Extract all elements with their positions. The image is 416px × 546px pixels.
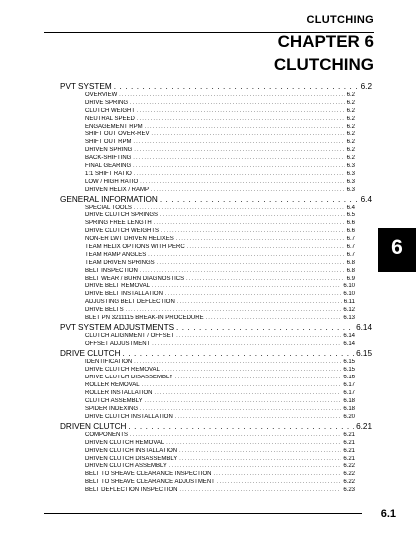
toc-entry-label: DRIVE CLUTCH SPRINGS <box>85 212 159 219</box>
toc-section[interactable] <box>60 82 372 92</box>
toc-entry[interactable] <box>85 333 355 341</box>
leader-dots <box>119 92 344 100</box>
toc-entry[interactable] <box>85 487 355 495</box>
toc-entry[interactable] <box>85 359 355 367</box>
toc-section-title: PVT SYSTEM ADJUSTMENTS <box>60 322 175 332</box>
toc-entry[interactable] <box>85 382 355 390</box>
toc-entry-page: 6.21 <box>343 439 355 446</box>
toc-entry[interactable] <box>85 124 355 132</box>
toc-entry-label: BACK-SHIFTING <box>85 155 132 162</box>
toc-entry-page: 6.3 <box>346 178 355 185</box>
toc-entry-label: DRIVEN CLUTCH ASSEMBLY <box>85 463 167 470</box>
toc-entry-label: BELT TO SHEAVE CLEARANCE INSPECTION <box>85 471 212 478</box>
page-number: 6.1 <box>380 508 396 520</box>
toc-entry[interactable] <box>85 147 355 155</box>
toc-entry-label: DRIVE BELTS <box>85 307 124 314</box>
toc-entry-label: ENGAGEMENT RPM <box>85 123 143 130</box>
toc-entry-label: SPIDER INDEXING <box>85 406 139 413</box>
toc-entry-page: 6.17 <box>343 390 355 397</box>
toc-entry[interactable] <box>85 163 355 171</box>
toc-entry-page: 6.22 <box>343 479 355 486</box>
toc-entry-label: NON-ER LWT DRIVEN HELIXES <box>85 236 174 243</box>
toc-entry-page: 6.3 <box>346 170 355 177</box>
toc-entry-page: 6.12 <box>343 307 355 314</box>
toc-section-title: GENERAL INFORMATION <box>60 194 158 204</box>
toc-entry-label: CLUTCH ALIGNMENT / OFFSET <box>85 332 175 339</box>
toc-entry[interactable] <box>85 367 355 375</box>
toc-entry-label: TEAM RAMP ANGLES <box>85 251 147 258</box>
toc-entry[interactable] <box>85 471 355 479</box>
toc-entry-label: DRIVE BELT INSTALLATION <box>85 291 163 298</box>
leader-dots <box>151 131 344 139</box>
toc-entry-label: ADJUSTING BELT DEFLECTION <box>85 299 175 306</box>
toc-entry-label: OFFSET ADJUSTMENT <box>85 340 151 347</box>
toc-entry[interactable] <box>85 291 355 299</box>
leader-dots <box>134 171 345 179</box>
leader-dots <box>176 236 345 244</box>
toc-entry-page: 6.4 <box>346 204 355 211</box>
toc-entry[interactable] <box>85 228 355 236</box>
leader-dots <box>179 456 341 464</box>
toc-entry-label: BELT WEAR / BURN DIAGNOSTICS <box>85 275 185 282</box>
toc-entry-label: ROLLER REMOVAL <box>85 382 140 389</box>
toc-entry[interactable] <box>85 252 355 260</box>
leader-dots <box>154 220 345 228</box>
chapter-title: CLUTCHING <box>273 55 374 74</box>
toc-entry-page: 6.7 <box>346 244 355 251</box>
toc-entry[interactable] <box>85 212 355 220</box>
toc-entry[interactable] <box>85 139 355 147</box>
leader-dots <box>152 341 341 349</box>
toc-entry-page: 6.6 <box>346 228 355 235</box>
toc-entry[interactable] <box>85 116 355 124</box>
toc-entry-page: 6.18 <box>343 398 355 405</box>
toc-section-page: 6.15 <box>356 348 372 358</box>
leader-dots <box>151 187 345 195</box>
toc-entry-page: 6.16 <box>343 374 355 381</box>
toc-entry[interactable] <box>85 463 355 471</box>
leader-dots <box>176 323 354 333</box>
toc-entry-page: 6.10 <box>343 291 355 298</box>
toc-entry-page: 6.10 <box>343 283 355 290</box>
toc-entry-page: 6.15 <box>343 366 355 373</box>
toc-entry-label: DRIVE CLUTCH WEIGHTS <box>85 228 160 235</box>
toc-entry[interactable] <box>85 406 355 414</box>
leader-dots <box>123 349 355 359</box>
toc-entry[interactable] <box>85 187 355 195</box>
toc-entry-label: 1:1 SHIFT RATIO <box>85 170 132 177</box>
toc-entry-page: 6.2 <box>346 155 355 162</box>
toc-section-title: PVT SYSTEM <box>60 82 112 91</box>
leader-dots <box>140 268 345 276</box>
toc-entry-label: DRIVEN CLUTCH DISASSEMBLY <box>85 455 178 462</box>
leader-dots <box>130 100 345 108</box>
toc-entry-label: DRIVE CLUTCH REMOVAL <box>85 366 160 373</box>
toc-entry-label: SHIFT OUT OVER-REV <box>85 131 150 138</box>
toc-entry[interactable] <box>85 155 355 163</box>
leader-dots <box>166 440 341 448</box>
leader-dots <box>186 276 345 284</box>
leader-dots <box>134 359 341 367</box>
leader-dots <box>187 244 345 252</box>
leader-dots <box>165 291 341 299</box>
toc-entry[interactable] <box>85 283 355 291</box>
leader-dots <box>169 463 341 471</box>
leader-dots <box>130 432 341 440</box>
toc-entry[interactable] <box>85 307 355 315</box>
toc-entry-label: COMPONENTS <box>85 431 129 438</box>
leader-dots <box>148 252 344 260</box>
toc-entry[interactable] <box>85 341 355 349</box>
toc-entry-label: BELT DEFLECTION INSPECTION <box>85 487 178 494</box>
leader-dots <box>157 260 345 268</box>
toc-entry-page: 6.21 <box>343 455 355 462</box>
leader-dots <box>161 228 345 236</box>
toc-entry-page: 6.23 <box>343 487 355 494</box>
toc-entry-page: 6.2 <box>346 92 355 98</box>
leader-dots <box>142 382 342 390</box>
leader-dots <box>162 367 341 375</box>
toc-entry-page: 6.5 <box>346 212 355 219</box>
toc-entry[interactable] <box>85 479 355 487</box>
leader-dots <box>179 448 341 456</box>
toc-entry[interactable] <box>85 448 355 456</box>
toc-entry[interactable] <box>85 220 355 228</box>
toc-entry-page: 6.7 <box>346 251 355 258</box>
toc-section-title: DRIVE CLUTCH <box>60 348 121 358</box>
toc-entry-label: DRIVEN SPRING <box>85 147 133 154</box>
toc-entry-label: ROLLER INSTALLATION <box>85 390 153 397</box>
toc-entry[interactable] <box>85 276 355 284</box>
toc-entry[interactable] <box>85 456 355 464</box>
leader-dots <box>134 205 345 213</box>
leader-dots <box>160 195 359 205</box>
leader-dots <box>145 398 342 406</box>
leader-dots <box>137 116 345 124</box>
toc-entry-label: IDENTIFICATION <box>85 358 133 365</box>
toc-entry[interactable] <box>85 171 355 179</box>
toc-entry-page: 6.2 <box>346 107 355 114</box>
leader-dots <box>133 155 344 163</box>
toc-entry-label: DRIVE CLUTCH INSTALLATION <box>85 413 173 420</box>
toc-entry-label: BELT INSPECTION <box>85 267 138 274</box>
toc-entry-page: 6.9 <box>346 275 355 282</box>
toc-entry-page: 6.21 <box>343 431 355 438</box>
toc-section-page: 6.21 <box>356 421 372 431</box>
toc-entry-label: CLUTCH ASSEMBLY <box>85 398 143 405</box>
toc-entry[interactable] <box>85 414 355 422</box>
leader-dots <box>176 333 341 341</box>
leader-dots <box>126 307 342 315</box>
leader-dots <box>217 479 342 487</box>
toc-entry[interactable] <box>85 131 355 139</box>
leader-dots <box>175 375 341 383</box>
toc-entry-page: 6.3 <box>346 163 355 169</box>
toc-entry-page: 6.21 <box>343 447 355 454</box>
leader-dots <box>145 124 345 132</box>
leader-dots <box>154 390 341 398</box>
running-header-title: CLUTCHING <box>306 14 374 26</box>
toc-entry-page: 6.2 <box>346 123 355 130</box>
footer-rule <box>44 513 362 514</box>
toc-entry[interactable] <box>85 440 355 448</box>
toc-entry-label: BELT TO SHEAVE CLEARANCE ADJUSTMENT <box>85 479 215 486</box>
toc-entry-label: DRIVE BELT REMOVAL <box>85 283 151 290</box>
leader-dots <box>177 299 342 307</box>
toc-entry-label: SPRING FREE LENGTH <box>85 220 152 227</box>
toc-entry-page: 6.22 <box>343 471 355 478</box>
toc-entry-page: 6.22 <box>343 463 355 470</box>
toc-entry-page: 6.2 <box>346 139 355 146</box>
toc-entry-page: 6.7 <box>346 236 355 243</box>
toc-entry-label: DRIVEN CLUTCH REMOVAL <box>85 439 165 446</box>
toc-entry[interactable] <box>85 100 355 108</box>
leader-dots <box>128 422 354 432</box>
toc-entry-page: 6.8 <box>346 267 355 274</box>
leader-dots <box>152 283 341 291</box>
toc-entry[interactable] <box>85 179 355 187</box>
toc-entry-label: TEAM HELIX OPTIONS WITH PERC <box>85 244 185 251</box>
toc-entry-page: 6.15 <box>343 358 355 365</box>
toc-entry-page: 6.20 <box>343 413 355 420</box>
toc-entry-label: DRIVEN HELIX / RAMP <box>85 186 150 193</box>
leader-dots <box>137 108 345 116</box>
toc-entry[interactable] <box>85 432 355 440</box>
toc-entry[interactable] <box>85 268 355 276</box>
toc-entry-page: 6.6 <box>346 220 355 227</box>
leader-dots <box>133 163 345 171</box>
leader-dots <box>140 179 344 187</box>
toc-entry-page: 6.18 <box>343 406 355 413</box>
leader-dots <box>179 487 341 495</box>
toc-entry-label: SHIFT OUT RPM <box>85 139 132 146</box>
leader-dots <box>160 212 345 220</box>
toc-entry-label: BLET PN 3211115 BREAK-IN PROCEDURE <box>85 315 204 322</box>
toc-entry-label: DRIVE SPRING <box>85 99 129 106</box>
toc-entry[interactable] <box>85 92 355 100</box>
toc-entry[interactable] <box>85 299 355 307</box>
toc-entry-page: 6.3 <box>346 186 355 193</box>
table-of-contents <box>60 82 372 495</box>
toc-entry-label: NEUTRAL SPEED <box>85 115 135 122</box>
toc-entry-page: 6.14 <box>343 340 355 347</box>
toc-entry[interactable] <box>85 244 355 252</box>
toc-entry-label: DRIVEN CLUTCH INSTALLATION <box>85 447 178 454</box>
toc-entry-page: 6.13 <box>343 315 355 322</box>
leader-dots <box>213 471 341 479</box>
toc-section-page: 6.4 <box>360 194 372 204</box>
toc-entry[interactable] <box>85 375 355 383</box>
toc-entry[interactable] <box>85 390 355 398</box>
toc-section[interactable] <box>60 195 372 205</box>
toc-entry-label: LOW / HIGH RATIO <box>85 178 139 185</box>
toc-entry-page: 6.11 <box>343 299 355 306</box>
toc-section[interactable] <box>60 323 372 333</box>
toc-entry-page: 6.2 <box>346 147 355 154</box>
running-header <box>44 8 374 33</box>
toc-entry-label: CLUTCH WEIGHT <box>85 107 135 114</box>
leader-dots <box>114 82 359 92</box>
toc-section-page: 6.14 <box>356 322 372 332</box>
toc-entry[interactable] <box>85 398 355 406</box>
leader-dots <box>175 414 342 422</box>
toc-entry-label: FINAL GEARING <box>85 163 132 169</box>
toc-entry[interactable] <box>85 315 355 323</box>
toc-entry[interactable] <box>85 205 355 213</box>
toc-section[interactable] <box>60 349 372 359</box>
toc-section[interactable] <box>60 422 372 432</box>
chapter-tab-number: 6 <box>391 236 403 259</box>
toc-entry-page: 6.17 <box>343 382 355 389</box>
leader-dots <box>206 315 342 323</box>
leader-dots <box>134 147 344 155</box>
toc-entry-label: DRIVE CLUTCH DISASSEMBLY <box>85 374 173 381</box>
toc-section-page: 6.2 <box>360 82 372 91</box>
toc-entry[interactable] <box>85 260 355 268</box>
toc-entry-label: SPECIAL TOOLS <box>85 204 132 211</box>
chapter-tab <box>378 228 416 272</box>
leader-dots <box>140 406 341 414</box>
toc-entry[interactable] <box>85 236 355 244</box>
toc-entry-page: 6.14 <box>343 332 355 339</box>
toc-entry-page: 6.2 <box>346 131 355 138</box>
leader-dots <box>133 139 344 147</box>
toc-section-title: DRIVEN CLUTCH <box>60 421 127 431</box>
toc-entry-page: 6.2 <box>346 115 355 122</box>
toc-entry[interactable] <box>85 108 355 116</box>
chapter-number: CHAPTER 6 <box>277 32 374 51</box>
toc-entry-page: 6.8 <box>346 259 355 266</box>
toc-entry-label: OVERVIEW <box>85 92 118 98</box>
toc-entry-page: 6.2 <box>346 99 355 106</box>
toc-entry-label: TEAM DRIVEN SPRINGS <box>85 259 155 266</box>
